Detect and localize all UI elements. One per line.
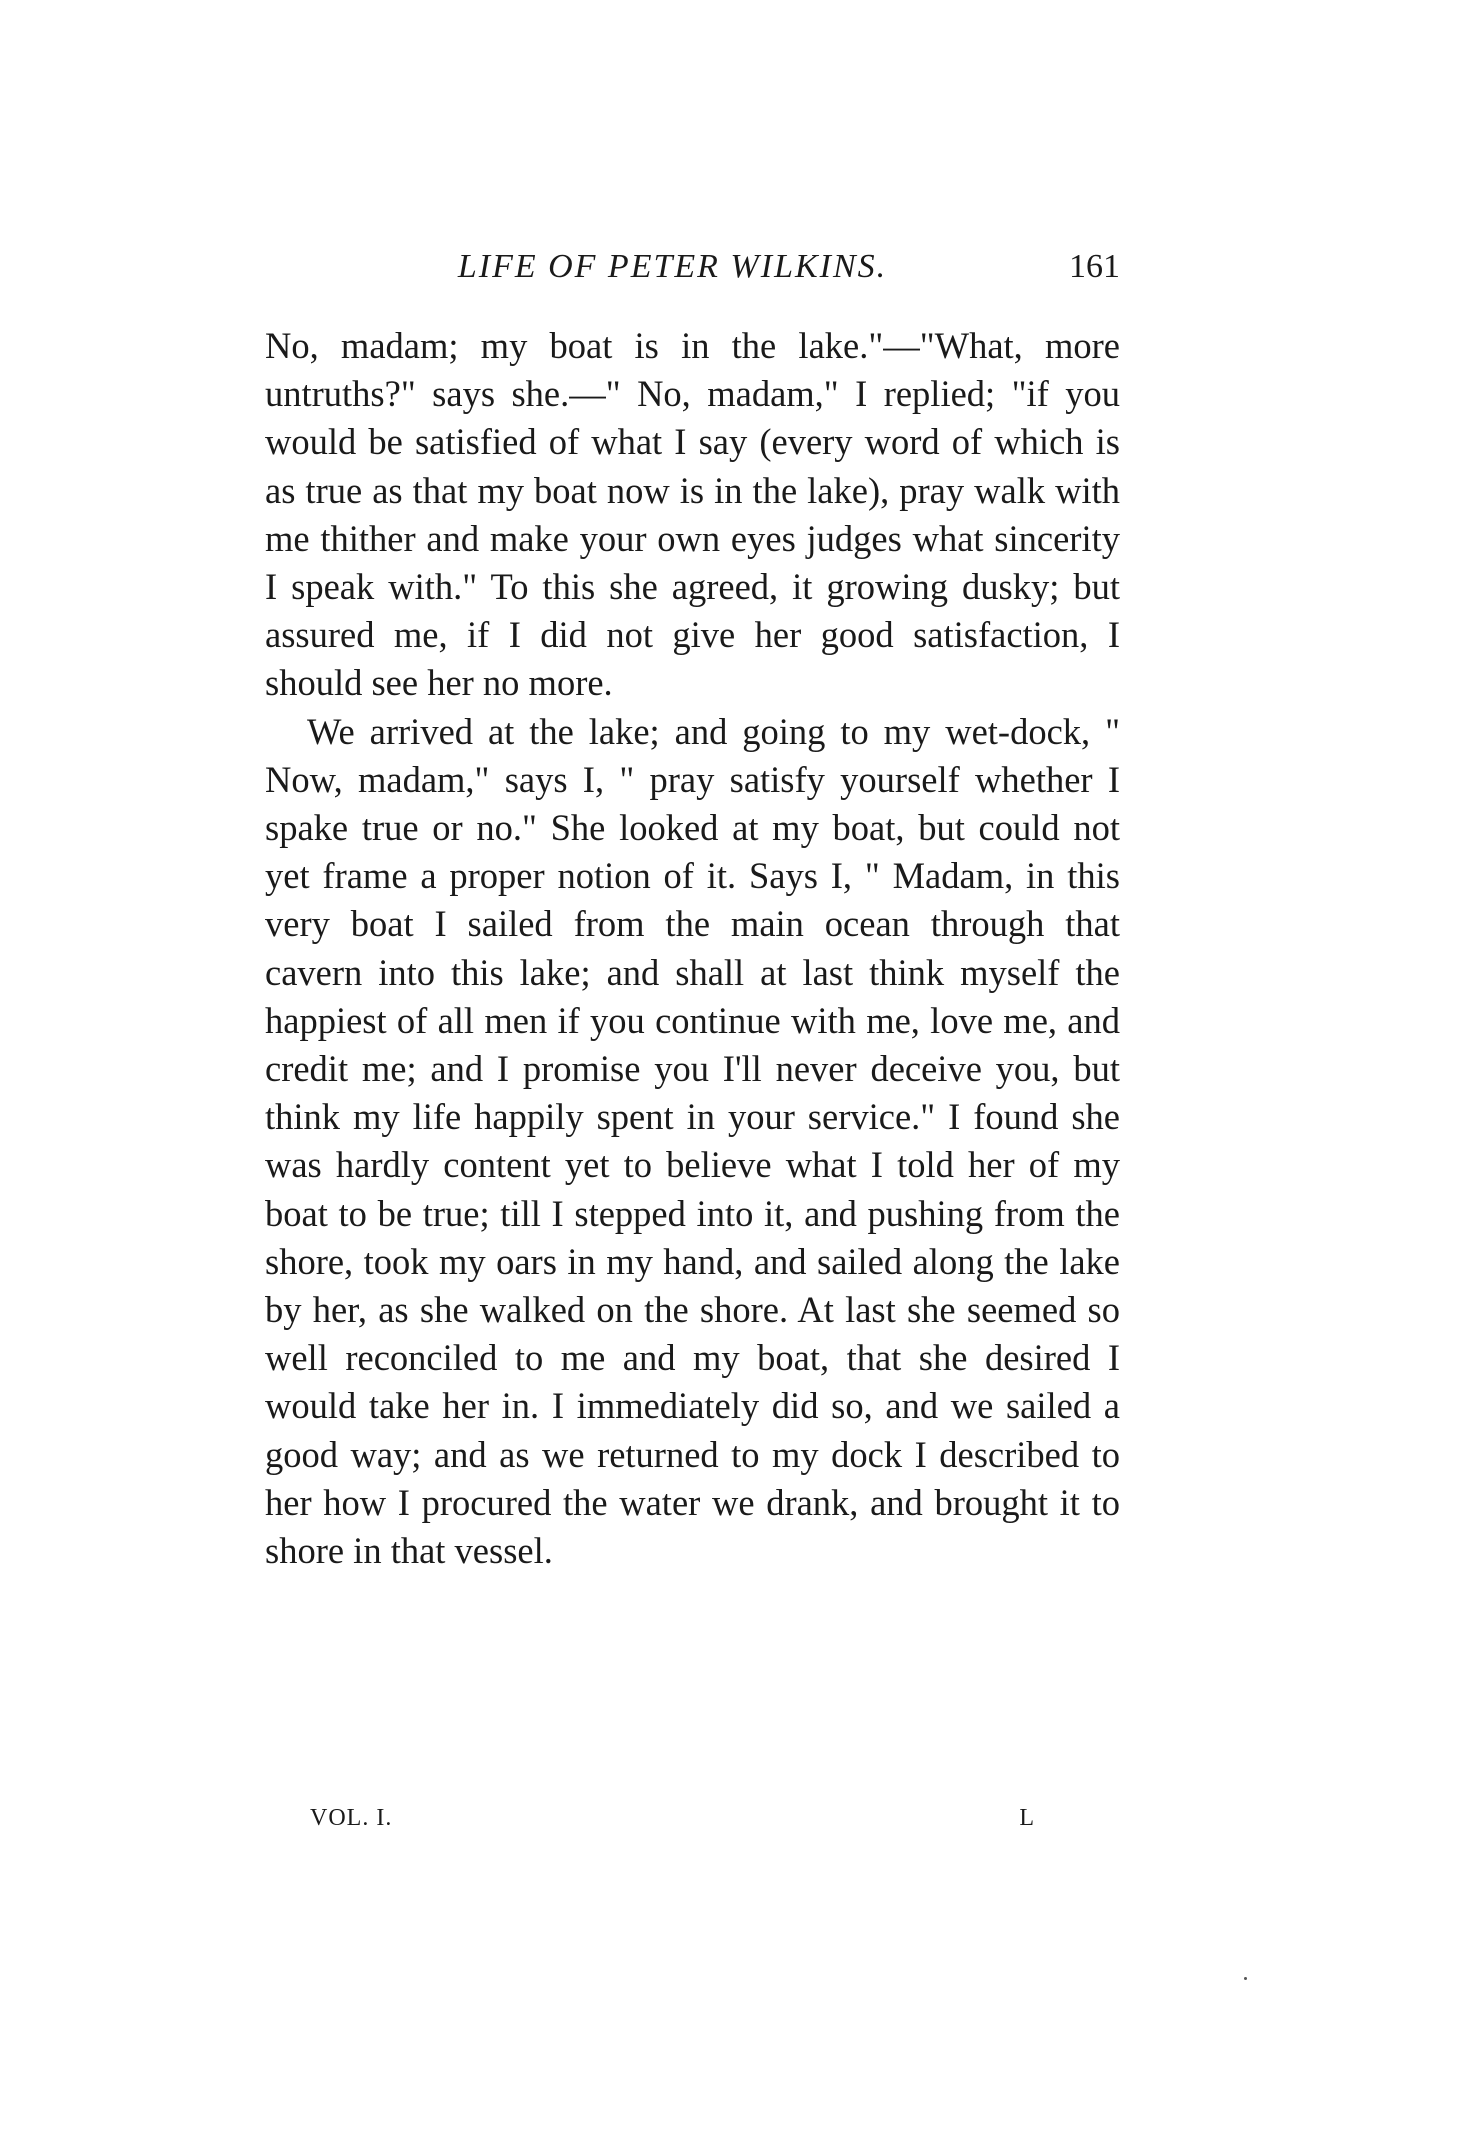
paragraph-1: No, madam; my boat is in the lake."—"What, more untruths?" says she.—" No, madam," I replied; "if you would be satisfied of what I say (every word of which is as true as that my boat now is in the lake), pray walk with me thither and make your own eyes judges what sincerity I speak with." To this she agreed, it growing dusky; but assured me, if I did not give her good satisfaction, I should see her no more. — [265, 325, 1120, 704]
scan-speck — [1244, 1977, 1247, 1980]
signature-mark: L — [1019, 1805, 1035, 1831]
page-number: 161 — [1069, 248, 1120, 285]
running-head — [265, 248, 1120, 296]
body-text — [265, 322, 1120, 1575]
paragraph-2: We arrived at the lake; and going to my wet-dock, " Now, madam," says I, " pray satisfy yourself whether I spake true or no." She looked at my boat, but could not yet frame a proper notion of it. Says I, " Madam, in this very boat I sailed from the main ocean through that cavern into this lake; and shall at last think myself the happiest of all men if you continue with me, love me, and credit me; and I promise you I'll never deceive you, but think my life happily spent in your service." I found she was hardly content yet to believe what I told her of my boat to be true; till I stepped into it, and pushing from the shore, took my oars in my hand, and sailed along the lake by her, as she walked on the shore. At last she seemed so well reconciled to me and my boat, that she desired I would take her in. I immediately did so, and we sailed a good way; and as we returned to my dock I described to her how I procured the water we drank, and brought it to shore in that vessel. — [265, 710, 1120, 1572]
running-title: LIFE OF PETER WILKINS. — [457, 248, 888, 285]
volume-mark: VOL. I. — [310, 1805, 393, 1831]
page-footer — [310, 1805, 1055, 1845]
